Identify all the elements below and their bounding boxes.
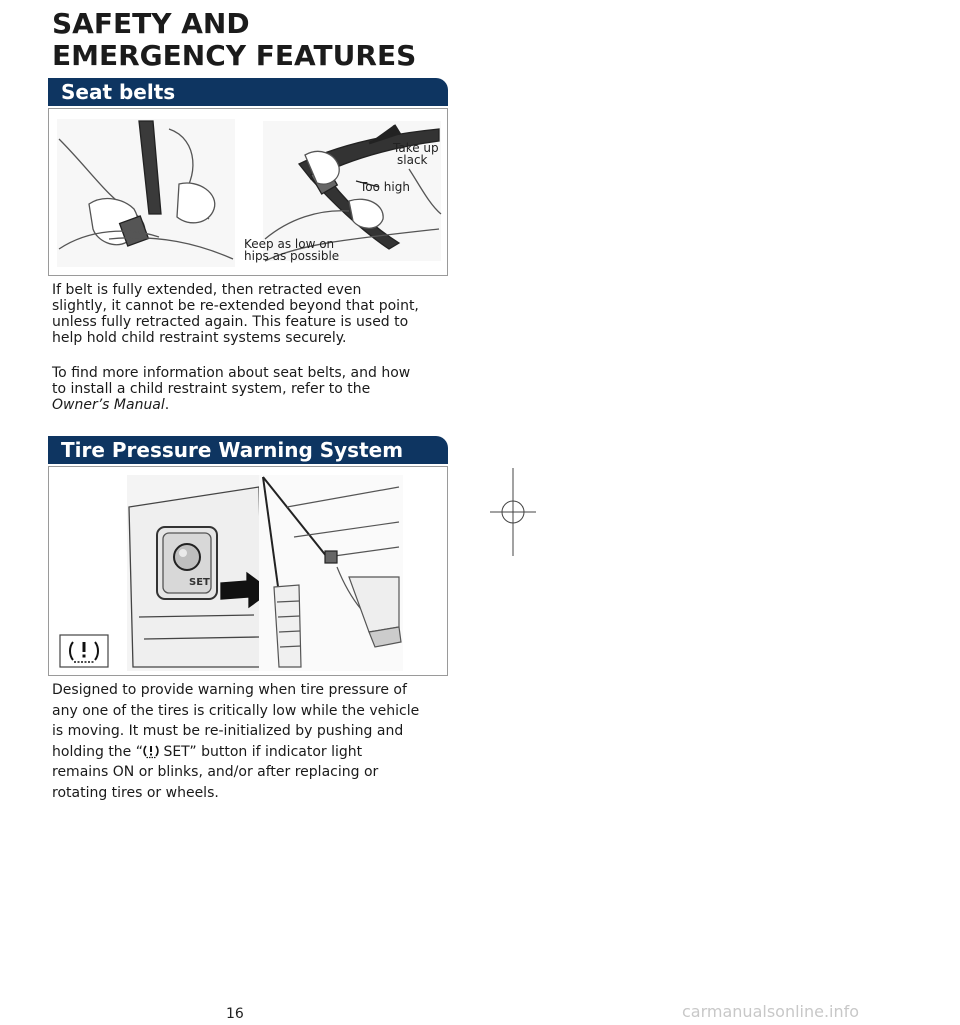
page-number: 16	[226, 1006, 244, 1022]
page-title	[52, 8, 416, 72]
seat-belts-heading: Seat belts	[48, 78, 448, 106]
text-line: To find more information about seat belts, and how	[52, 365, 411, 381]
page-title-line-2: EMERGENCY FEATURES	[52, 39, 417, 72]
text-line: is moving. It must be re-initialized by pushing and	[52, 723, 404, 739]
text-line: help hold child restraint systems securely.	[52, 330, 347, 346]
page-title-line-1: SAFETY AND	[52, 7, 250, 40]
text-line: Designed to provide warning when tire pressure of	[52, 682, 407, 698]
text-line: any one of the tires is critically low while the vehicle	[52, 702, 420, 719]
button-set-text: SET	[189, 577, 210, 588]
text-line: to install a child restraint system, refer to the	[52, 381, 371, 397]
seat-belt-illustration	[48, 108, 448, 276]
tpws-heading: Tire Pressure Warning System	[48, 436, 448, 464]
too-high-label: Too high	[360, 180, 410, 194]
tire-pressure-icon	[143, 744, 159, 759]
text-line: rotating tires or wheels.	[52, 784, 219, 801]
tpws-illustration	[48, 466, 448, 676]
seat-belt-paragraph-1	[52, 282, 452, 346]
watermark: carmanualsonline.info	[682, 1002, 860, 1021]
slack-label: slack	[397, 153, 428, 167]
registration-mark	[490, 468, 536, 556]
take-up-label: Take up	[393, 141, 439, 155]
tpws-paragraph	[52, 680, 452, 803]
owners-manual-reference: Owner’s Manual	[52, 397, 165, 413]
text-line: If belt is fully extended, then retracted even	[52, 282, 362, 298]
set-button-closeup	[127, 475, 271, 671]
seat-belt-paragraph-2	[52, 365, 452, 413]
text-before-icon: holding the “	[52, 743, 143, 760]
text-line	[52, 397, 452, 413]
keep-low-label-line-2: hips as possible	[244, 249, 340, 263]
buckle-hands-drawing	[57, 119, 235, 267]
text-after-icon: SET” button if indicator light	[159, 743, 363, 760]
text-line: slightly, it cannot be re-extended beyond that point,	[52, 298, 419, 314]
text-line: remains ON or blinks, and/or after replacing or	[52, 764, 379, 780]
tpws-drawing	[49, 467, 447, 675]
tire-pressure-warning-icon	[60, 635, 108, 667]
keep-low-label-line-1: Keep as low on	[244, 237, 335, 251]
sentence-end: .	[164, 397, 170, 413]
dashboard-drawing	[259, 475, 403, 671]
text-line: unless fully retracted again. This feature is used to	[52, 314, 409, 330]
text-line	[52, 742, 452, 763]
